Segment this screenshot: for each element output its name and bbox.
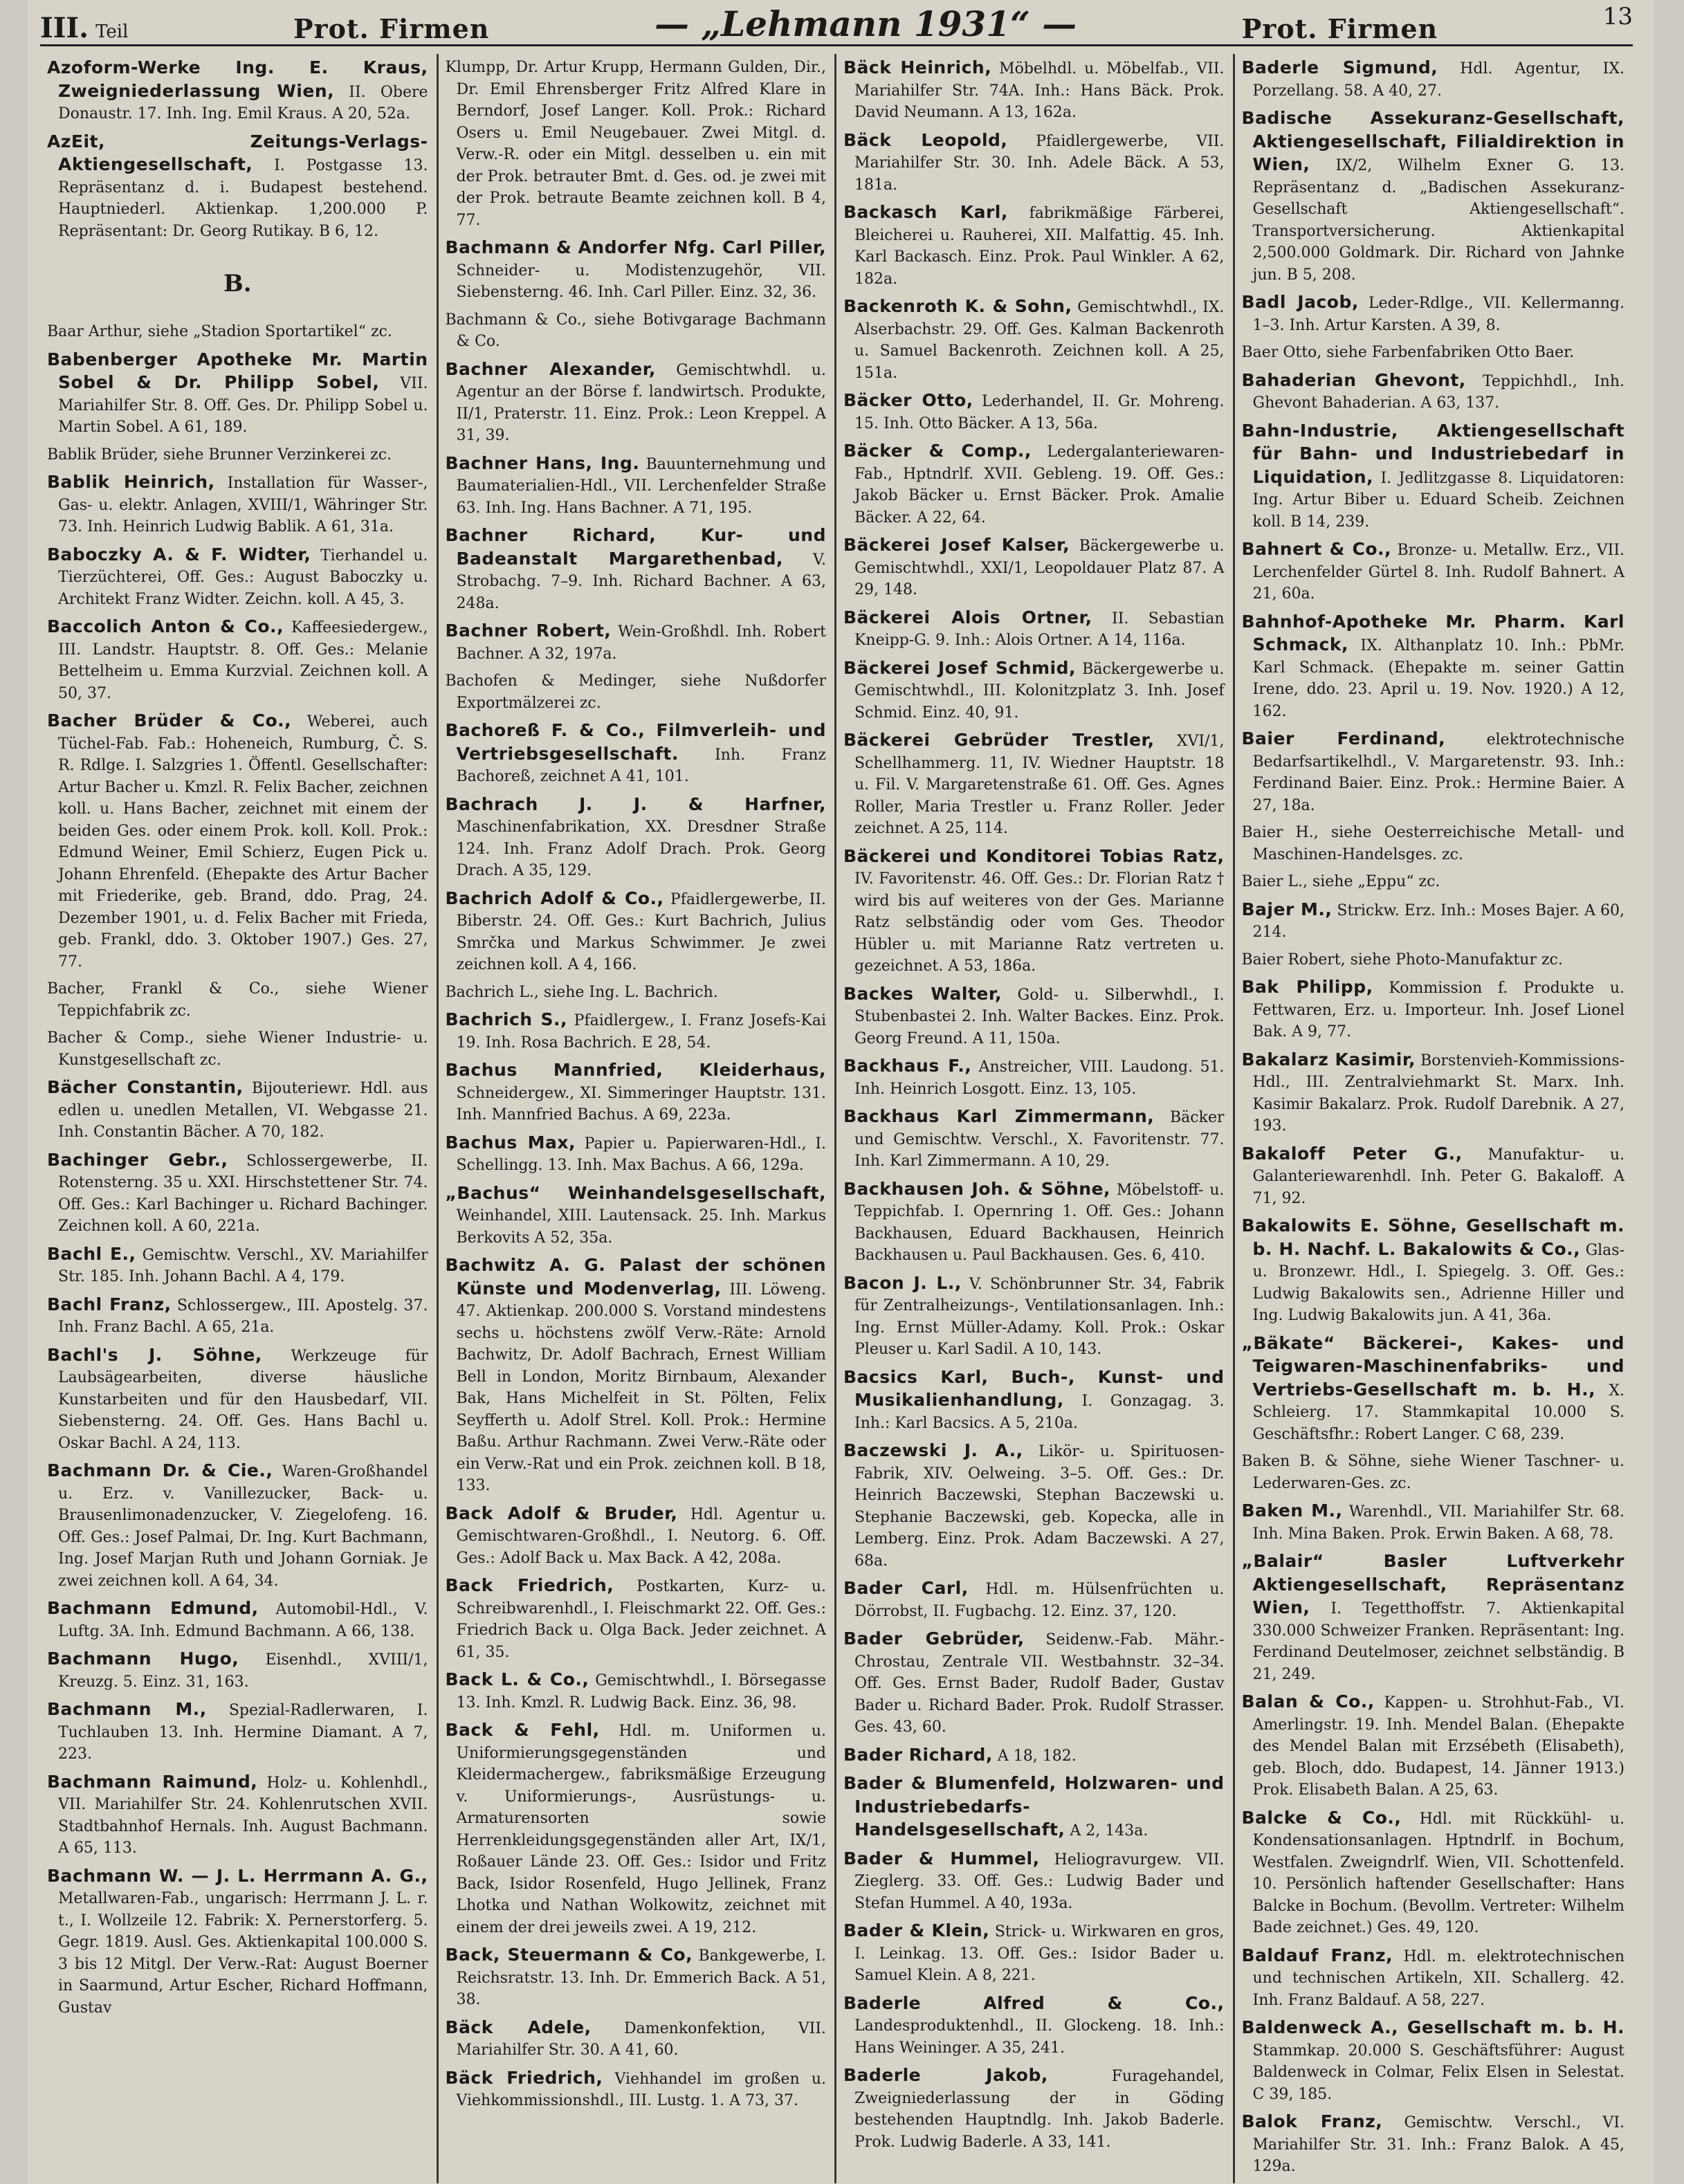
directory-entry (446, 888, 827, 976)
firm-details: Hdl. m. Hülsenfrüchten u. Dörrobst, II. Fugbachg. 12. Einz. 37, 120. (854, 1581, 1225, 1620)
directory-entry (843, 440, 1225, 529)
firm-details: Metallwaren-Fab., ungarisch: Herrmann J. L. r. t., I. Wollzeile 12. Fabrik: X. Pernerstorferg. 5. Gegr. 1819. Ausl. Ges. Aktienkapital 100.000 S. 3 bis 12 Mitgl. Der Verw.-Rat: August Boerner in Saarmund, Artur Escher, Richard Hoffmann, Gustav (58, 1890, 428, 2017)
firm-details: Schneider- u. Modistenzugehör, VII. Siebensterng. 46. Inh. Carl Piller. Einz. 32, 36. (456, 261, 826, 301)
firm-details: Klumpp, Dr. Artur Krupp, Hermann Gulden, Dir., Dr. Emil Ehrensberger Fritz Alfred Klare in Berndorf, Josef Langer. Koll. Prok.: Richard Osers u. Emil Neugebauer. Zwei Mitgl. d. Verw.-R. oder ein Mitgl. desselben u. ein mit der Prok. betrauter Bmt. d. Ges. od. je zwei mit der Prok. betraute Beamte zeichnen koll. B 4, 77. (445, 59, 826, 229)
firm-details: Hdl. m. Uniformen u. Uniformierungsgegenständen und Kleidermachergew., fabriksmäßige Erzeugung v. Uniformierungs-, Ausrüstungs- u. Armaturensorten sowie Herrenkleidungsgegenständen aller Art, IX/1, Roßauer Lände 23. Off. Ges.: Isidor und Fritz Back, Isidor Rosenfeld, Hugo Jellinek, Franz Lhotka und Nathan Wolkowitz, zeichnet mit einem der drei jeweils zwei. A 19, 212. (456, 1723, 827, 1936)
firm-details: XVI/1, Schellhammerg. 11, IV. Wiedner Hauptstr. 18 u. Fil. V. Margaretenstraße 61. Off. Ges. Agnes Roller, Maria Trestler u. Franz Roller. Jeder zeichnet. A 25, 114. (854, 733, 1225, 837)
firm-details: I. Tegetthoffstr. 7. Aktienkapital 330.000 Schweizer Franken. Repräsentant: Ing. Ferdinand Deutelmoser, zeichnet selbständig. B 21, 249. (1252, 1600, 1624, 1683)
firm-name: Baderle Sigmund, (1241, 57, 1438, 77)
firm-details: Baier L., siehe „Eppu“ zc. (1241, 873, 1440, 890)
firm-name: Bachmann & Andorfer Nfg. Carl Piller, (445, 237, 826, 257)
firm-name: Backes Walter, (843, 983, 1003, 1004)
firm-details: Wein-Großhdl. Inh. Robert Bachner. A 32, 197a. (456, 623, 826, 663)
firm-details: Kommission f. Produkte u. Fettwaren, Erz. u. Importeur. Inh. Josef Lionel Bak. A 9, 77. (1252, 980, 1624, 1040)
firm-details: Landesproduktenhdl., II. Glockeng. 18. Inh.: Hans Weininger. A 35, 241. (854, 2017, 1225, 2057)
directory-entry (47, 471, 428, 538)
directory-entry (1242, 291, 1625, 336)
firm-details: Möbelstoff- u. Teppichfab. I. Opernring 1. Off. Ges.: Johann Backhausen, Eduard Backhausen, Heinrich Backhausen u. Paul Backhausen. Ges. 6, 410. (854, 1181, 1225, 1264)
firm-details: Schlossergewerbe, II. Rotensterng. 35 u. XXI. Hirschstettener Str. 74. Off. Ges.: Karl Bachinger u. Richard Bachinger. Zeichnen koll. A 60, 221a. (58, 1152, 428, 1235)
firm-name: Bachmann W. — J. L. Herrmann A. G., (47, 1865, 428, 1886)
firm-name: Bablik Heinrich, (47, 472, 215, 492)
directory-entry (446, 57, 827, 231)
firm-name: Bachmann M., (47, 1699, 207, 1719)
listing-columns (40, 54, 1633, 2175)
firm-name: Back L. & Co., (445, 1669, 589, 1689)
firm-details: Maschinenfabrikation, XX. Dresdner Straße 124. Inh. Franz Adolf Drach. Prok. Georg Drach. A 35, 129. (456, 818, 826, 879)
directory-entry (1242, 1691, 1625, 1801)
firm-name: Bäck Heinrich, (843, 57, 992, 77)
firm-name: „Bachus“ Weinhandelsgesellschaft, (445, 1182, 826, 1203)
firm-name: Bader Gebrüder, (843, 1628, 1025, 1649)
firm-details: Automobil-Hdl., V. Luftg. 3A. Inh. Edmund Bachmann. A 66, 138. (58, 1601, 428, 1640)
firm-name: Baderle Jakob, (843, 2065, 1048, 2085)
firm-name: Bäckerei Josef Schmid, (843, 657, 1077, 678)
firm-details: Strickw. Erz. Inh.: Moses Bajer. A 60, 214. (1252, 901, 1624, 941)
firm-details: Postkarten, Kurz- u. Schreibwarenhdl., I. Fleischmarkt 22. Off. Ges.: Friedrich Back u. Olga Back. Jeder zeichnet. A 61, 35. (456, 1578, 826, 1661)
firm-details: A 18, 182. (997, 1747, 1077, 1765)
directory-entry (446, 452, 827, 520)
firm-details: Lederhandel, II. Gr. Mohreng. 15. Inh. Otto Bäcker. A 13, 56a. (854, 393, 1225, 432)
firm-details: Bäcker und Gemischtw. Verschl., X. Favoritenstr. 77. Inh. Karl Zimmermann. A 10, 29. (854, 1109, 1225, 1170)
directory-entry (1242, 1143, 1625, 1210)
directory-entry (843, 607, 1225, 652)
directory-entry (1242, 1215, 1625, 1327)
firm-details: Installation für Wasser-, Gas- u. elektr. Anlagen, XVIII/1, Währinger Str. 73. Inh. Heinrich Ludwig Bablik. A 61, 31a. (58, 475, 428, 535)
directory-entry (47, 1076, 428, 1144)
directory-entry (1242, 899, 1625, 944)
directory-entry (1242, 822, 1625, 865)
firm-name: Baccolich Anton & Co., (47, 616, 284, 636)
firm-name: Bachoreß F. & Co., Filmverleih- und Vertriebsgesellschaft. (445, 720, 826, 764)
directory-entry (843, 1440, 1225, 1572)
firm-details: VII. Mariahilfer Str. 8. Off. Ges. Dr. Philipp Sobel u. Martin Sobel. A 61, 189. (58, 375, 428, 436)
firm-name: Bachwitz A. G. Palast der schönen Künste und Modenverlag, (445, 1255, 826, 1299)
directory-entry (446, 1575, 827, 1663)
firm-details: Weinhandel, XIII. Lautensack. 25. Inh. Markus Berkovits A 52, 35a. (456, 1207, 826, 1247)
directory-entry (843, 295, 1225, 384)
firm-details: Gemischtw. Verschl., VI. Mariahilfer Str. 31. Inh.: Franz Balok. A 45, 129a. (1252, 2114, 1624, 2175)
firm-name: Bachner Hans, Ing. (445, 452, 640, 473)
directory-entry (843, 1744, 1225, 1768)
firm-name: Bachinger Gebr., (47, 1149, 228, 1170)
directory-entry (47, 321, 428, 343)
firm-details: IV. Favoritenstr. 46. Off. Ges.: Dr. Florian Ratz † wird bis auf weiteres von der Ges. Marianne Ratz selbständig oder vom Ges. Theodor Hübler u. mit Marianne Ratz vertreten u. gezeichnet. A 53, 186a. (854, 870, 1225, 975)
column-2 (439, 54, 837, 2183)
firm-details: Gemischtwhdl., I. Börsegasse 13. Inh. Kmzl. R. Ludwig Back. Einz. 36, 98. (456, 1672, 826, 1712)
firm-details: Bankgewerbe, I. Reichsratstr. 13. Inh. Dr. Emmerich Back. A 51, 38. (456, 1947, 827, 2008)
firm-name: Azoform-Werke Ing. E. Kraus, Zweigniederlassung Wien, (47, 57, 428, 101)
firm-details: Gemischtwhdl., IX. Alserbachstr. 29. Off. Ges. Kalman Backenroth u. Samuel Backenroth. Zeichnen koll. A 25, 151a. (854, 299, 1225, 382)
firm-name: Back Adolf & Bruder, (445, 1503, 678, 1523)
directory-entry (446, 719, 827, 788)
directory-entry (446, 2017, 827, 2062)
directory-entry (1242, 369, 1625, 414)
firm-details: Papier u. Papierwaren-Hdl., I. Schellingg. 13. Inh. Max Bachus. A 66, 129a. (456, 1135, 827, 1174)
directory-entry (843, 1105, 1225, 1173)
directory-entry (446, 1059, 827, 1126)
firm-details: Heliogravurgew. VII. Zieglerg. 33. Off. Ges.: Ludwig Bader und Stefan Hummel. A 40, 193a. (854, 1851, 1225, 1912)
directory-entry (446, 982, 827, 1004)
firm-details: Furagehandel, Zweigniederlassung der in Göding bestehenden Hauptndlg. Inh. Jakob Baderle. Prok. Ludwig Baderle. A 33, 141. (854, 2068, 1225, 2151)
firm-details: IX/2, Wilhelm Exner G. 13. Repräsentanz d. „Badischen Assekuranz-Gesellschaft Aktiengesellschaft“. Transportversicherung. Aktienkapital 2,500.000 Goldmark. Dir. Richard von Jahnke jun. B 5, 208. (1252, 157, 1624, 284)
directory-entry (446, 1503, 827, 1570)
directory-entry (843, 1272, 1225, 1361)
firm-name: Balcke & Co., (1241, 1807, 1402, 1828)
directory-page (28, 0, 1654, 2184)
directory-entry (47, 1344, 428, 1455)
directory-entry (1242, 871, 1625, 893)
firm-name: Bakalarz Kasimir, (1241, 1049, 1416, 1070)
firm-details: Eisenhdl., XVIII/1, Kreuzg. 5. Einz. 31, 163. (58, 1651, 428, 1691)
firm-details: I. Postgasse 13. Repräsentanz d. i. Budapest bestehend. Hauptniederl. Aktienkap. 1,200.000 P. Repräsentant: Dr. Georg Rutikay. B 6, 12. (58, 157, 428, 240)
firm-name: Bachrach J. J. & Harfner, (445, 793, 826, 814)
firm-details: A 2, 143a. (1070, 1822, 1148, 1839)
firm-name: Bachmann Raimund, (47, 1771, 258, 1792)
directory-entry (843, 389, 1225, 434)
directory-entry (446, 237, 827, 304)
directory-entry (843, 534, 1225, 601)
directory-entry (47, 544, 428, 611)
firm-name: Bäckerei und Konditorei Tobias Ratz, (843, 845, 1225, 866)
directory-entry (446, 1132, 827, 1177)
firm-details: Baier H., siehe Oesterreichische Metall- und Maschinen-Handelsges. zc. (1241, 824, 1624, 863)
firm-details: Bachofen & Medinger, siehe Nußdorfer Exportmälzerei zc. (445, 672, 826, 712)
section-letter: B. (223, 270, 252, 297)
directory-entry (47, 1243, 428, 1288)
firm-name: Bachus Max, (445, 1132, 576, 1153)
firm-name: Badl Jacob, (1241, 292, 1359, 312)
directory-entry (47, 1294, 428, 1339)
firm-name: Balan & Co., (1241, 1691, 1375, 1712)
directory-entry (843, 129, 1225, 196)
directory-entry (843, 2064, 1225, 2153)
directory-entry (446, 1009, 827, 1054)
firm-name: Bachl Franz, (47, 1294, 172, 1314)
directory-entry (1242, 1451, 1625, 1494)
directory-entry (843, 657, 1225, 724)
running-title: — „Lehmann 1931“ — (654, 3, 1077, 44)
firm-details: IX. Althanplatz 10. Inh.: PbMr. Karl Schmack. (Ehepakte m. seiner Gattin Irene, ddo. 23. April u. 19. Nov. 1920.) A 12, 162. (1252, 637, 1624, 720)
firm-name: Backhaus F., (843, 1056, 972, 1076)
firm-details: Kappen- u. Strohhut-Fab., VI. Amerlingstr. 19. Inh. Mendel Balan. (Ehepakte des Mendel Balan mit Erzsébeth (Elisabeth), geb. Bloch, ddo. Budapest, 14. Jänner 1913.) Prok. Elisabeth Balan. A 25, 63. (1252, 1694, 1625, 1799)
firm-details: Manufaktur- u. Galanteriewarenhdl. Inh. Peter G. Bakaloff. A 71, 92. (1252, 1146, 1625, 1207)
firm-name: Bader Carl, (843, 1578, 969, 1598)
firm-name: Badische Assekuranz-Gesellschaft, Aktiengesellschaft, Filialdirektion in Wien, (1241, 108, 1624, 174)
directory-entry (843, 1055, 1225, 1100)
directory-entry (446, 670, 827, 714)
firm-name: Babenberger Apotheke Mr. Martin Sobel & Dr. Philipp Sobel, (47, 349, 428, 392)
firm-details: Baar Arthur, siehe „Stadion Sportartikel“ zc. (47, 323, 392, 340)
firm-details: Waren-Großhandel u. Erz. v. Vanillezucker, Back- u. Brausenlimonadenzucker, V. Ziegelofeng. 16. Off. Ges.: Josef Palmai, Dr. Ing. Kurt Bachmann, Ing. Josef Marjan Ruth und Johann Gorniak. Je zwei zeichnen koll. A 64, 34. (58, 1463, 428, 1590)
directory-entry (843, 983, 1225, 1050)
firm-name: Bäck Friedrich, (445, 2067, 603, 2088)
firm-name: Baderle Alfred & Co., (843, 1992, 1225, 2013)
directory-entry (843, 1772, 1225, 1842)
section-title-right: Prot. Firmen (1241, 13, 1438, 44)
firm-name: Bachmann Dr. & Cie., (47, 1460, 273, 1480)
directory-entry (446, 620, 827, 665)
firm-details: Bablik Brüder, siehe Brunner Verzinkerei zc. (47, 446, 392, 464)
directory-entry (1242, 1550, 1625, 1685)
directory-entry (47, 1460, 428, 1592)
directory-entry (843, 1992, 1225, 2059)
firm-details: Weberei, auch Tüchel-Fab. Fab.: Hoheneich, Rumburg, Č. S. R. Rdlge. I. Salzgries 1. Öffentl. Gesellschafter: Artur Bacher u. Kmzl. R. Felix Bacher, zeichnen koll. u. Hans Bacher, zeichnet mit einem der beiden Ges. oder einem Prok. koll. Koll. Prok.: Edmund Weiner, Emil Schierz, Eugen Pick u. Johann Ehrenfeld. (Ehepakte des Artur Bacher mit Friederike, geb. Brand, ddo. Prag, 24. Dezember 1901, u. d. Felix Bacher mit Frieda, geb. Frankl, ddo. 3. Oktober 1907.) Ges. 27, 77. (58, 713, 428, 971)
firm-name: Bahnhof-Apotheke Mr. Pharm. Karl Schmack, (1241, 611, 1624, 654)
firm-details: I. Gonzagag. 3. Inh.: Karl Bacsics. A 5, 210a. (854, 1393, 1225, 1432)
directory-entry (446, 358, 827, 447)
firm-details: Gemischtw. Verschl., XV. Mariahilfer Str. 185. Inh. Johann Bachl. A 4, 179. (58, 1246, 428, 1285)
firm-details: Ledergalanteriewaren-Fab., Hptndrlf. XVII. Gebleng. 19. Off. Ges.: Jakob Bäcker u. Ernst Bäcker. Prok. Amalie Bäcker. A 22, 64. (854, 443, 1225, 526)
firm-details: Möbelhdl. u. Möbelfab., VII. Mariahilfer Str. 74A. Inh.: Hans Bäck. Prok. David Neumann. A 13, 162a. (854, 60, 1225, 121)
firm-details: Baier Robert, siehe Photo-Manufaktur zc. (1241, 951, 1563, 969)
firm-name: Bader Richard, (843, 1744, 993, 1765)
firm-name: AzEit, Zeitungs-Verlags-Aktiengesellschaft, (47, 131, 428, 174)
directory-entry (843, 1366, 1225, 1435)
directory-entry (1242, 1332, 1625, 1446)
firm-name: Baldauf Franz, (1241, 1945, 1393, 1965)
firm-name: Balok Franz, (1241, 2111, 1383, 2131)
firm-details: Glas- u. Bronzewr. Hdl., I. Spiegelg. 3. Off. Ges.: Ludwig Bakalowits sen., Adrienne Hiller und Ing. Ludwig Bakalowits jun. A 41, 36a. (1252, 1241, 1625, 1324)
directory-entry (47, 1865, 428, 2019)
firm-name: Back, Steuermann & Co, (445, 1945, 693, 1965)
firm-details: Spezial-Radlerwaren, I. Tuchlauben 13. Inh. Hermine Diamant. A 7, 223. (58, 1702, 428, 1763)
firm-name: Back Friedrich, (445, 1575, 614, 1595)
firm-name: Bachner Alexander, (445, 358, 656, 379)
directory-entry (1242, 538, 1625, 605)
firm-details: V. Schönbrunner Str. 34, Fabrik für Zentralheizungs-, Ventilationsanlagen. Inh.: Ing. Ernst Müller-Adamy. Koll. Prok.: Oskar Pleuser u. Karl Sadil. A 10, 143. (854, 1275, 1225, 1358)
firm-name: Bachner Richard, Kur- und Badeanstalt Margarethenbad, (445, 525, 826, 569)
firm-name: Baier Ferdinand, (1241, 728, 1446, 749)
directory-entry (843, 1848, 1225, 1915)
firm-details: Gold- u. Silberwhdl., I. Stubenbastei 2. Inh. Walter Backes. Einz. Prok. Georg Freund. A 11, 150a. (854, 986, 1225, 1047)
firm-name: Bahn-Industrie, Aktiengesellschaft für Bahn- und Industriebedarf in Liquidation, (1241, 420, 1624, 487)
firm-details: Baken B. & Söhne, siehe Wiener Taschner- u. Lederwaren-Ges. zc. (1241, 1453, 1624, 1492)
firm-name: Bacher Brüder & Co., (47, 710, 292, 731)
firm-details: Bronze- u. Metallw. Erz., VII. Lerchenfelder Gürtel 8. Inh. Rudolf Bahnert. A 21, 60a. (1252, 542, 1624, 603)
directory-entry (47, 131, 428, 243)
firm-details: Pfaidlergew., I. Franz Josefs-Kai 19. Inh. Rosa Bachrich. E 28, 54. (456, 1012, 826, 1052)
directory-entry (843, 1577, 1225, 1622)
column-3 (836, 54, 1235, 2183)
directory-entry (1242, 1945, 1625, 2012)
directory-entry (47, 1648, 428, 1693)
firm-details: Leder-Rdlge., VII. Kellermanng. 1–3. Inh. Artur Karsten. A 39, 8. (1252, 295, 1624, 334)
directory-entry (446, 1944, 827, 2011)
firm-details: Likör- u. Spirituosen-Fabrik, XIV. Oelweing. 3–5. Off. Ges.: Dr. Heinrich Baczewski, Stephan Baczewski u. Stephanie Baczewski, geb. Kopecka, alle in Lemberg. Einz. Prok. Adam Baczewski. A 27, 68a. (854, 1443, 1225, 1570)
directory-entry (1242, 1049, 1625, 1137)
firm-name: Bäcker Otto, (843, 390, 973, 410)
directory-entry (446, 1254, 827, 1497)
firm-name: Bächer Constantin, (47, 1077, 244, 1097)
column-4 (1235, 54, 1633, 2183)
firm-name: Back & Fehl, (445, 1720, 600, 1740)
firm-details: Schneidergew., XI. Simmeringer Hauptstr. 131. Inh. Mannfried Bachus. A 69, 223a. (456, 1084, 826, 1123)
directory-entry (843, 729, 1225, 840)
directory-entry (47, 349, 428, 439)
directory-entry (446, 524, 827, 614)
firm-name: Bakalowits E. Söhne, Gesellschaft m. b. H. Nachf. L. Bakalowits & Co., (1241, 1215, 1624, 1259)
firm-details: Tierhandel u. Tierzüchterei, Off. Ges.: August Baboczky u. Architekt Franz Widter. Zeichn. koll. A 45, 3. (58, 547, 428, 608)
directory-entry (446, 309, 827, 353)
firm-name: Bacon J. L., (843, 1272, 962, 1293)
part-number: III. (40, 12, 89, 44)
firm-name: Bachmann Edmund, (47, 1598, 259, 1618)
firm-details: II. Sebastian Kneipp-G. 9. Inh.: Alois Ortner. A 14, 116a. (854, 609, 1225, 649)
firm-details: II. Obere Donaustr. 17. Inh. Ing. Emil Kraus. A 20, 52a. (58, 83, 428, 122)
firm-details: X. Schleierg. 17. Stammkapital 10.000 S. Geschäftsfhr.: Robert Langer. C 68, 239. (1252, 1382, 1624, 1443)
firm-details: Bacher, Frankl & Co., siehe Wiener Teppichfabrik zc. (47, 980, 428, 1020)
firm-details: Pfaidlergewerbe, VII. Mariahilfer Str. 30. Inh. Adele Bäck. A 53, 181a. (854, 132, 1225, 194)
directory-entry (1242, 976, 1625, 1043)
column-1 (40, 54, 439, 2183)
firm-name: Bachrich S., (445, 1009, 567, 1029)
firm-name: Bäckerei Alois Ortner, (843, 607, 1092, 627)
directory-entry (446, 1669, 827, 1714)
directory-entry (446, 1719, 827, 1938)
firm-details: Werkzeuge für Laubsägearbeiten, diverse häusliche Kunstarbeiten und für den Hausbedarf, VII. Siebensterng. 24. Off. Ges. Hans Bachl u. Oskar Bachl. A 24, 113. (58, 1347, 428, 1452)
firm-name: Bäckerei Josef Kalser, (843, 535, 1070, 555)
directory-entry (47, 444, 428, 466)
firm-details: Baer Otto, siehe Farbenfabriken Otto Baer. (1241, 344, 1575, 361)
directory-entry (1242, 611, 1625, 723)
directory-entry (1242, 420, 1625, 533)
firm-details: Hdl. mit Rückkühl- u. Kondensationsanlagen. Hptndrlf. in Bochum, Westfalen. Zweigndrlf. Wien, VII. Schottenfeld. 10. Persönlich haftender Gesellschafter: Hans Balcke in Bochum. (Bevollm. Vertreter: Wilhelm Bade zeichnet.) Ges. 49, 120. (1252, 1810, 1624, 1936)
firm-details: Viehhandel im großen u. Viehkommissionshdl., III. Lustg. 1. A 73, 37. (456, 2070, 826, 2109)
firm-details: Schlossergew., III. Apostelg. 37. Inh. Franz Bachl. A 65, 21a. (58, 1296, 428, 1336)
directory-entry (446, 2067, 827, 2112)
firm-name: Bader & Klein, (843, 1920, 990, 1940)
firm-details: Stammkap. 20.000 S. Geschäftsführer: August Baldenweck in Colmar, Felix Elsen in Selestat. C 39, 185. (1252, 2041, 1624, 2103)
firm-name: Bak Philipp, (1241, 977, 1373, 997)
firm-details: fabrikmäßige Färberei, Bleicherei u. Rauherei, XII. Malfattig. 45. Inh. Karl Backasch. Einz. Prok. Paul Winkler. A 62, 182a. (854, 205, 1225, 288)
directory-entry (843, 845, 1225, 978)
firm-details: Bacher & Comp., siehe Wiener Industrie- u. Kunstgesellschaft zc. (47, 1029, 428, 1069)
part-suffix: Teil (95, 21, 129, 42)
firm-details: Hdl. Agentur u. Gemischtwaren-Großhdl., I. Neutorg. 6. Off. Ges.: Adolf Back u. Max Back. A 42, 208a. (456, 1505, 826, 1567)
firm-name: Bachus Mannfried, Kleiderhaus, (445, 1060, 826, 1080)
directory-entry (1242, 2017, 1625, 2105)
firm-name: Bachmann Hugo, (47, 1649, 239, 1669)
directory-entry (47, 1771, 428, 1860)
firm-details: Anstreicher, VIII. Laudong. 51. Inh. Heinrich Losgott. Einz. 13, 105. (854, 1058, 1225, 1098)
firm-name: Baboczky A. & F. Widter, (47, 544, 311, 565)
directory-entry (1242, 342, 1625, 364)
firm-name: Bachner Robert, (445, 621, 612, 641)
firm-name: Bäckerei Gebrüder Trestler, (843, 730, 1155, 750)
firm-details: Bachrich L., siehe Ing. L. Bachrich. (445, 983, 718, 1001)
firm-details: elektrotechnische Bedarfsartikelhdl., V. Margaretenstr. 93. Inh.: Ferdinand Baier. Einz. Prok.: Hermine Baier. A 27, 18a. (1252, 731, 1624, 814)
page-header (40, 3, 1633, 46)
directory-entry (1242, 1807, 1625, 1939)
directory-entry (1242, 728, 1625, 816)
directory-entry (1242, 1500, 1625, 1545)
directory-entry (843, 201, 1225, 290)
firm-name: Baken M., (1241, 1501, 1343, 1521)
firm-details: Bachmann & Co., siehe Botivgarage Bachmann & Co. (445, 311, 826, 350)
firm-details: Hdl. m. elektrotechnischen und technischen Artikeln, XII. Schallerg. 42. Inh. Franz Baldauf. A 58, 227. (1252, 1947, 1624, 2009)
firm-details: V. Strobachg. 7–9. Inh. Richard Bachner. A 63, 248a. (456, 551, 826, 612)
directory-entry (843, 57, 1225, 124)
directory-entry (47, 978, 428, 1022)
firm-details: Teppichhdl., Inh. Ghevont Bahaderian. A 63, 137. (1252, 372, 1624, 412)
directory-entry (1242, 107, 1625, 286)
firm-details: Holz- u. Kohlenhdl., VII. Mariahilfer Str. 24. Kohlenrutschen XVII. Stadtbahnhof Hernals. Inh. August Bachmann. A 65, 113. (58, 1774, 428, 1857)
directory-entry (47, 1027, 428, 1071)
directory-entry (446, 1182, 827, 1249)
firm-name: Bachrich Adolf & Co., (445, 888, 664, 908)
page-number: 13 (1602, 3, 1633, 30)
firm-details: Gemischtwhdl. u. Agentur an der Börse f. landwirtsch. Produkte, II/1, Praterstr. 11. Einz. Prok.: Leon Kreppel. A 31, 39. (456, 361, 826, 444)
firm-name: Bahaderian Ghevont, (1241, 369, 1466, 390)
directory-entry (843, 1178, 1225, 1267)
section-title-left: Prot. Firmen (293, 13, 490, 44)
firm-details: Kaffeesiedergew., III. Landstr. Hauptstr. 8. Off. Ges.: Melanie Bettelheim u. Emma Kurzvial. Zeichnen koll. A 50, 37. (58, 619, 428, 702)
firm-name: Backhaus Karl Zimmermann, (843, 1106, 1155, 1126)
directory-entry (47, 616, 428, 704)
firm-name: Bakaloff Peter G., (1241, 1143, 1463, 1164)
firm-details: Hdl. Agentur, IX. Porzellang. 58. A 40, 27. (1252, 60, 1624, 100)
firm-details: Damenkonfektion, VII. Mariahilfer Str. 30. A 41, 60. (456, 2019, 826, 2059)
directory-entry (47, 57, 428, 125)
firm-details: Pfaidlergewerbe, II. Biberstr. 24. Off. Ges.: Kurt Bachrich, Julius Smrčka und Markus Schwimmer. Je zwei zeichnen koll. A 4, 166. (456, 890, 826, 973)
firm-details: I. Jedlitzgasse 8. Liquidatoren: Ing. Artur Biber u. Eduard Scheib. Zeichnen koll. B 14, 239. (1252, 469, 1624, 531)
firm-name: Bajer M., (1241, 899, 1333, 919)
firm-name: Baczewski J. A., (843, 1440, 1023, 1460)
directory-entry (1242, 57, 1625, 102)
firm-name: Backasch Karl, (843, 202, 1008, 222)
directory-entry (843, 1920, 1225, 1987)
firm-name: Bahnert & Co., (1241, 539, 1391, 559)
directory-entry (1242, 2111, 1625, 2178)
firm-details: Bauunternehmung und Baumaterialien-Hdl., VII. Lerchenfelder Straße 63. Inh. Ing. Hans Bachner. A 71, 195. (456, 455, 826, 517)
firm-name: Bäck Leopold, (843, 129, 1008, 150)
firm-name: Bacsics Karl, Buch-, Kunst- und Musikalienhandlung, (843, 1366, 1225, 1410)
part-label (40, 12, 128, 44)
firm-name: Backenroth K. & Sohn, (843, 296, 1072, 316)
firm-details: Bäckergewerbe u. Gemischtwhdl., III. Kolonitzplatz 3. Inh. Josef Schmid. Einz. 40, 91. (854, 660, 1225, 722)
firm-name: „Balair“ Basler Luftverkehr Aktiengesellschaft, Repräsentanz Wien, (1241, 1551, 1624, 1617)
firm-name: „Bäkate“ Bäckerei-, Kakes- und Teigwaren-Maschinenfabriks- und Vertriebs-Gesellschaft m. b. H., (1241, 1332, 1624, 1400)
firm-name: Bader & Blumenfeld, Holzwaren- und Industriebedarfs-Handelsgesellschaft, (843, 1773, 1225, 1839)
firm-details: III. Löweng. 47. Aktienkap. 200.000 S. Vorstand mindestens sechs u. höchstens zwölf Verw.-Räte: Arnold Bachwitz, Dr. Adolf Bachrach, Ernest William Bell in London, Moritz Birnbaum, Alexander Bak, Hans Michelfeit in St. Pölten, Felix Seyfferth u. Adolf Strel. Koll. Prok.: Hermine Baßu. Arthur Rachmann. Zwei Verw.-Räte oder ein Verw.-Rat und ein Prok. zeichnen koll. B 18, 133. (456, 1281, 826, 1494)
firm-name: Baldenweck A., Gesellschaft m. b. H. (1241, 2017, 1624, 2037)
firm-details: Bijouteriewr. Hdl. aus edlen u. unedlen Metallen, VI. Webgasse 21. Inh. Constantin Bächer. A 70, 182. (58, 1080, 428, 1141)
directory-entry (446, 793, 827, 882)
firm-name: Backhausen Joh. & Söhne, (843, 1178, 1111, 1199)
firm-details: Warenhdl., VII. Mariahilfer Str. 68. Inh. Mina Baken. Prok. Erwin Baken. A 68, 78. (1252, 1503, 1624, 1543)
directory-entry (47, 710, 428, 973)
firm-name: Bachl E., (47, 1243, 136, 1264)
firm-details: Seidenw.-Fab. Mähr.-Chrostau, Zentrale VII. Westbahnstr. 32–34. Off. Ges. Ernst Bader, Rudolf Bader, Gustav Bader u. Richard Bader. Prok. Rudolf Strasser. Ges. 43, 60. (854, 1631, 1225, 1736)
firm-name: Bader & Hummel, (843, 1848, 1040, 1869)
firm-details: Strick- u. Wirkwaren en gros, I. Leinkag. 13. Off. Ges.: Isidor Bader u. Samuel Klein. A 8, 221. (854, 1923, 1225, 1984)
firm-name: Bachl's J. Söhne, (47, 1344, 262, 1365)
directory-entry (47, 1597, 428, 1642)
firm-name: Bäck Adele, (445, 2017, 592, 2037)
firm-name: Bäcker & Comp., (843, 441, 1032, 461)
directory-entry (843, 1628, 1225, 1738)
directory-entry (47, 1149, 428, 1238)
firm-details: Inh. Franz Bachoreß, zeichnet A 41, 101. (456, 746, 827, 785)
directory-entry (1242, 949, 1625, 971)
firm-details: Borstenvieh-Kommissions-Hdl., III. Zentralviehmarkt St. Marx. Inh. Kasimir Bakalarz. Prok. Rudolf Darebnik. A 27, 193. (1252, 1052, 1624, 1135)
firm-details: Bäckergewerbe u. Gemischtwhdl., XXI/1, Leopoldauer Platz 87. A 29, 148. (854, 538, 1225, 598)
directory-entry (47, 1698, 428, 1765)
